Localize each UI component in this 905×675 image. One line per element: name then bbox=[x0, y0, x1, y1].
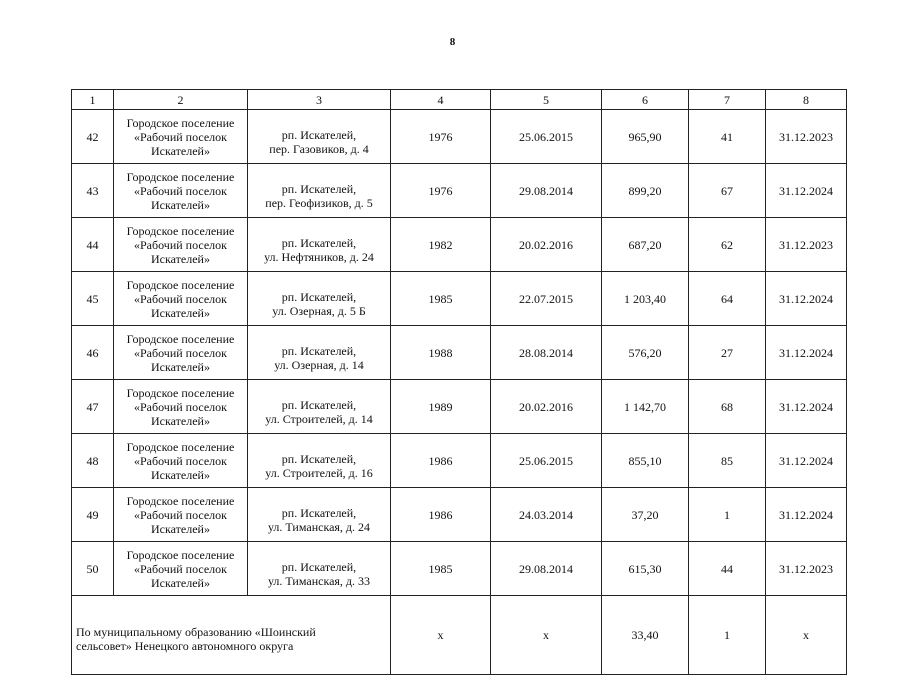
deadline-cell: 31.12.2023 bbox=[766, 218, 847, 272]
table-row bbox=[72, 542, 847, 596]
address-line: ул. Тиманская, д. 33 bbox=[267, 573, 371, 588]
area-cell: 855,10 bbox=[602, 434, 689, 488]
area-cell: 1 142,70 bbox=[602, 380, 689, 434]
row-number-cell: 46 bbox=[72, 326, 114, 380]
deadline-cell: 31.12.2023 bbox=[766, 110, 847, 164]
address-cell bbox=[248, 542, 391, 596]
settlement-line: «Рабочий поселок bbox=[133, 507, 227, 522]
address-line: ул. Озерная, д. 14 bbox=[274, 357, 364, 372]
year-cell: 1985 bbox=[391, 542, 491, 596]
address-cell bbox=[248, 218, 391, 272]
year-cell: 1976 bbox=[391, 164, 491, 218]
table-body bbox=[72, 90, 847, 675]
date-cell: 25.06.2015 bbox=[491, 110, 602, 164]
summary-deadline-cell: x bbox=[766, 596, 847, 675]
date-cell: 28.08.2014 bbox=[491, 326, 602, 380]
summary-row bbox=[72, 596, 847, 675]
settlement-line: Искателей» bbox=[151, 359, 210, 374]
table-row bbox=[72, 488, 847, 542]
address-line: пер. Геофизиков, д. 5 bbox=[265, 195, 373, 210]
summary-label-line: По муниципальному образованию «Шоинский bbox=[76, 625, 316, 639]
area-cell: 576,20 bbox=[602, 326, 689, 380]
address-line: рп. Искателей, bbox=[281, 289, 357, 304]
address-cell bbox=[248, 164, 391, 218]
date-cell: 20.02.2016 bbox=[491, 218, 602, 272]
address-line: рп. Искателей, bbox=[281, 397, 357, 412]
date-cell: 29.08.2014 bbox=[491, 542, 602, 596]
year-cell: 1982 bbox=[391, 218, 491, 272]
settlement-cell bbox=[114, 488, 248, 542]
deadline-cell: 31.12.2024 bbox=[766, 488, 847, 542]
settlement-line: Городское поселение bbox=[126, 439, 235, 454]
settlement-line: Искателей» bbox=[151, 413, 210, 428]
settlement-line: Городское поселение bbox=[126, 331, 235, 346]
address-cell bbox=[248, 380, 391, 434]
settlement-line: Городское поселение bbox=[126, 277, 235, 292]
date-cell: 20.02.2016 bbox=[491, 380, 602, 434]
header-cell: 1 bbox=[72, 90, 114, 110]
settlement-cell bbox=[114, 326, 248, 380]
summary-label-cell bbox=[72, 596, 391, 675]
address-line: рп. Искателей, bbox=[281, 451, 357, 466]
address-line: ул. Строителей, д. 14 bbox=[265, 411, 373, 426]
header-cell: 7 bbox=[689, 90, 766, 110]
settlement-line: «Рабочий поселок bbox=[133, 399, 227, 414]
summary-year-cell: x bbox=[391, 596, 491, 675]
row-number-cell: 50 bbox=[72, 542, 114, 596]
deadline-cell: 31.12.2023 bbox=[766, 542, 847, 596]
row-number-cell: 48 bbox=[72, 434, 114, 488]
settlement-line: Городское поселение bbox=[126, 115, 235, 130]
settlement-line: Городское поселение bbox=[126, 493, 235, 508]
address-line: ул. Нефтяников, д. 24 bbox=[264, 249, 374, 264]
settlement-cell bbox=[114, 164, 248, 218]
year-cell: 1988 bbox=[391, 326, 491, 380]
settlement-line: Городское поселение bbox=[126, 169, 235, 184]
settlement-cell bbox=[114, 542, 248, 596]
settlement-line: «Рабочий поселок bbox=[133, 345, 227, 360]
year-cell: 1976 bbox=[391, 110, 491, 164]
data-table bbox=[71, 89, 847, 675]
address-line: пер. Газовиков, д. 4 bbox=[269, 141, 369, 156]
address-line: ул. Тиманская, д. 24 bbox=[267, 519, 371, 534]
settlement-line: «Рабочий поселок bbox=[133, 183, 227, 198]
date-cell: 25.06.2015 bbox=[491, 434, 602, 488]
date-cell: 24.03.2014 bbox=[491, 488, 602, 542]
deadline-cell: 31.12.2024 bbox=[766, 164, 847, 218]
header-cell: 5 bbox=[491, 90, 602, 110]
row-number-cell: 49 bbox=[72, 488, 114, 542]
area-cell: 1 203,40 bbox=[602, 272, 689, 326]
count-cell: 67 bbox=[689, 164, 766, 218]
year-cell: 1986 bbox=[391, 434, 491, 488]
settlement-line: «Рабочий поселок bbox=[133, 291, 227, 306]
settlement-cell bbox=[114, 272, 248, 326]
header-cell: 4 bbox=[391, 90, 491, 110]
area-cell: 965,90 bbox=[602, 110, 689, 164]
settlement-line: Искателей» bbox=[151, 305, 210, 320]
table-row bbox=[72, 218, 847, 272]
settlement-line: Городское поселение bbox=[126, 385, 235, 400]
row-number-cell: 45 bbox=[72, 272, 114, 326]
address-line: ул. Озерная, д. 5 Б bbox=[272, 303, 366, 318]
row-number-cell: 43 bbox=[72, 164, 114, 218]
settlement-line: Искателей» bbox=[151, 521, 210, 536]
settlement-line: Искателей» bbox=[151, 251, 210, 266]
address-line: рп. Искателей, bbox=[281, 181, 357, 196]
address-line: рп. Искателей, bbox=[281, 559, 357, 574]
address-cell bbox=[248, 272, 391, 326]
header-cell: 8 bbox=[766, 90, 847, 110]
table-row bbox=[72, 380, 847, 434]
table-row bbox=[72, 110, 847, 164]
count-cell: 68 bbox=[689, 380, 766, 434]
address-line: рп. Искателей, bbox=[281, 127, 357, 142]
deadline-cell: 31.12.2024 bbox=[766, 434, 847, 488]
area-cell: 899,20 bbox=[602, 164, 689, 218]
address-line: рп. Искателей, bbox=[281, 505, 357, 520]
settlement-cell bbox=[114, 434, 248, 488]
date-cell: 29.08.2014 bbox=[491, 164, 602, 218]
count-cell: 41 bbox=[689, 110, 766, 164]
settlement-line: Искателей» bbox=[151, 143, 210, 158]
year-cell: 1985 bbox=[391, 272, 491, 326]
table-row bbox=[72, 326, 847, 380]
address-line: ул. Строителей, д. 16 bbox=[265, 465, 373, 480]
address-line: рп. Искателей, bbox=[281, 235, 357, 250]
date-cell: 22.07.2015 bbox=[491, 272, 602, 326]
settlement-line: «Рабочий поселок bbox=[133, 237, 227, 252]
page-number: 8 bbox=[449, 36, 456, 48]
settlement-line: Городское поселение bbox=[126, 223, 235, 238]
settlement-line: «Рабочий поселок bbox=[133, 129, 227, 144]
address-cell bbox=[248, 110, 391, 164]
count-cell: 64 bbox=[689, 272, 766, 326]
settlement-line: «Рабочий поселок bbox=[133, 453, 227, 468]
summary-area-cell: 33,40 bbox=[602, 596, 689, 675]
row-number-cell: 47 bbox=[72, 380, 114, 434]
header-cell: 2 bbox=[114, 90, 248, 110]
year-cell: 1986 bbox=[391, 488, 491, 542]
header-row bbox=[72, 90, 847, 110]
address-cell bbox=[248, 488, 391, 542]
deadline-cell: 31.12.2024 bbox=[766, 380, 847, 434]
area-cell: 37,20 bbox=[602, 488, 689, 542]
row-number-cell: 42 bbox=[72, 110, 114, 164]
table-row bbox=[72, 434, 847, 488]
count-cell: 85 bbox=[689, 434, 766, 488]
address-cell bbox=[248, 326, 391, 380]
summary-date-cell: x bbox=[491, 596, 602, 675]
deadline-cell: 31.12.2024 bbox=[766, 326, 847, 380]
settlement-line: Городское поселение bbox=[126, 547, 235, 562]
address-cell bbox=[248, 434, 391, 488]
header-cell: 6 bbox=[602, 90, 689, 110]
count-cell: 44 bbox=[689, 542, 766, 596]
settlement-cell bbox=[114, 218, 248, 272]
summary-label-line: сельсовет» Ненецкого автономного округа bbox=[76, 639, 294, 653]
header-cell: 3 bbox=[248, 90, 391, 110]
settlement-cell bbox=[114, 380, 248, 434]
table-row bbox=[72, 164, 847, 218]
settlement-line: Искателей» bbox=[151, 575, 210, 590]
settlement-cell bbox=[114, 110, 248, 164]
year-cell: 1989 bbox=[391, 380, 491, 434]
count-cell: 27 bbox=[689, 326, 766, 380]
row-number-cell: 44 bbox=[72, 218, 114, 272]
address-line: рп. Искателей, bbox=[281, 343, 357, 358]
settlement-line: «Рабочий поселок bbox=[133, 561, 227, 576]
deadline-cell: 31.12.2024 bbox=[766, 272, 847, 326]
area-cell: 615,30 bbox=[602, 542, 689, 596]
count-cell: 62 bbox=[689, 218, 766, 272]
settlement-line: Искателей» bbox=[151, 467, 210, 482]
count-cell: 1 bbox=[689, 488, 766, 542]
settlement-line: Искателей» bbox=[151, 197, 210, 212]
table-row bbox=[72, 272, 847, 326]
summary-count-cell: 1 bbox=[689, 596, 766, 675]
area-cell: 687,20 bbox=[602, 218, 689, 272]
